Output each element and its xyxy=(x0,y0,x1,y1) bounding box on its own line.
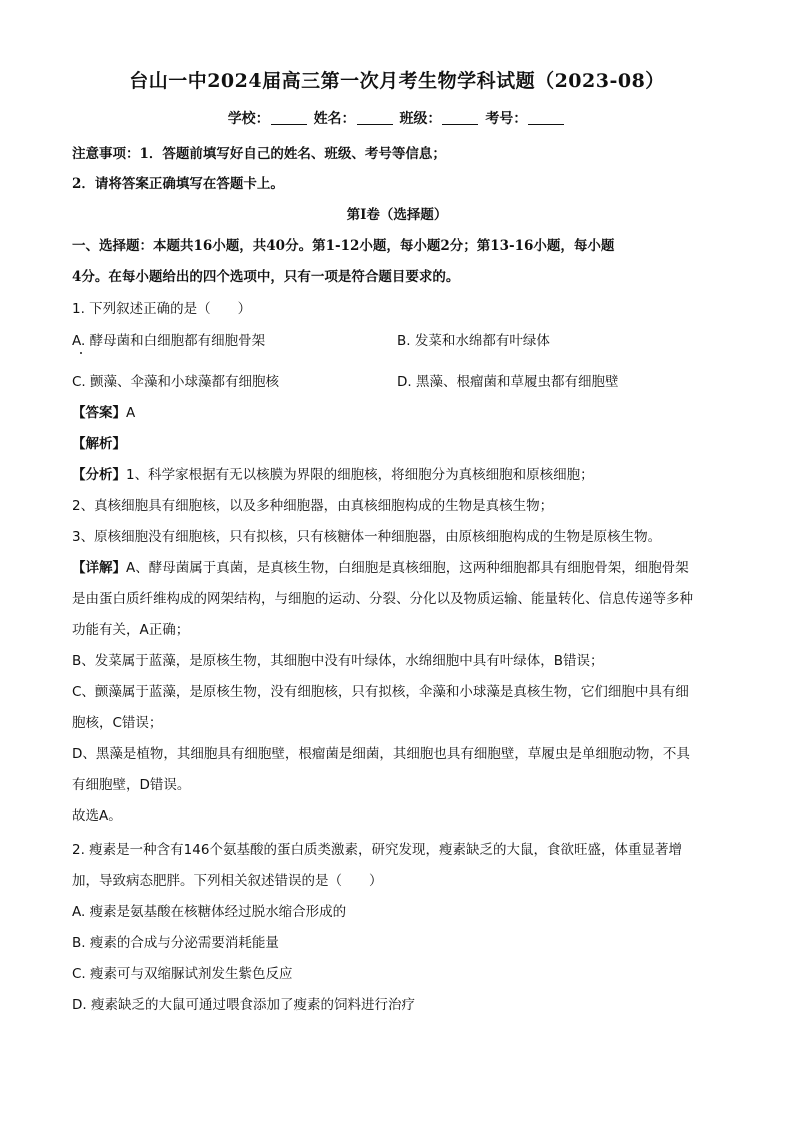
class-label: 班级： xyxy=(399,111,442,127)
detail-b-line: B、发菜属于蓝藻，是原核生物，其细胞中没有叶绿体，水绵细胞中具有叶绿体，B错误； xyxy=(72,653,604,669)
school-blank[interactable] xyxy=(271,112,307,125)
fenxi-line-2: 2、真核细胞具有细胞核，以及多种细胞器，由真核细胞构成的生物是真核生物； xyxy=(72,498,554,514)
q1-option-b: B. 发菜和水绵都有叶绿体 xyxy=(397,333,550,349)
q1-stem: 1. 下列叙述正确的是（ ） xyxy=(72,301,252,317)
detail-d-line-1: D、黑藻是植物，其细胞具有细胞壁，根瘤菌是细菌，其细胞也具有细胞壁，草履虫是单细胞动物，不具 xyxy=(72,746,690,762)
q1-conclusion: 故选A。 xyxy=(72,808,122,824)
fenxi-line-3: 3、原核细胞没有细胞核，只有拟核，只有核糖体一种细胞器，由原核细胞构成的生物是原核生物。 xyxy=(72,529,662,545)
section-instruction-1: 一、选择题：本题共16小题，共40分。第1-12小题，每小题2分；第13-16小题，每小题 xyxy=(72,238,615,254)
exam-title: 台山一中2024届高三第一次月考生物学科试题（2023-08） xyxy=(129,70,665,92)
q1-option-a: A. 酵母菌和白细胞都有细胞骨架 xyxy=(72,333,266,349)
fenxi-text-1: 1、科学家根据有无以核膜为界限的细胞核，将细胞分为真核细胞和原核细胞； xyxy=(126,467,594,483)
notice-line-1: 注意事项：1．答题前填写好自己的姓名、班级、考号等信息； xyxy=(72,146,446,162)
q2-option-b: B. 瘦素的合成与分泌需要消耗能量 xyxy=(72,935,279,951)
q2-option-a: A. 瘦素是氨基酸在核糖体经过脱水缩合形成的 xyxy=(72,904,347,920)
xiangjie-tag: 【详解】 xyxy=(72,560,126,576)
q1-option-c: C. 颤藻、伞藻和小球藻都有细胞核 xyxy=(72,374,280,390)
fenxi-line-1 xyxy=(72,463,594,483)
q2-option-d: D. 瘦素缺乏的大鼠可通过喂食添加了瘦素的饲料进行治疗 xyxy=(72,997,415,1013)
section-title: 第I卷（选择题） xyxy=(346,207,448,223)
class-blank[interactable] xyxy=(442,112,478,125)
student-info-row xyxy=(0,108,794,128)
school-label: 学校： xyxy=(227,111,270,127)
stray-dot xyxy=(80,352,82,354)
detail-a-line-1 xyxy=(72,556,689,576)
notice-line-2: 2．请将答案正确填写在答题卡上。 xyxy=(72,176,284,192)
detail-a-line-3: 功能有关，A正确； xyxy=(72,622,190,638)
exam-number-label: 考号： xyxy=(485,111,528,127)
q2-option-c: C. 瘦素可与双缩脲试剂发生紫色反应 xyxy=(72,966,293,982)
fenxi-tag: 【分析】 xyxy=(72,467,126,483)
q1-answer xyxy=(72,401,135,421)
answer-tag: 【答案】 xyxy=(72,405,126,421)
q2-stem-line-1: 2. 瘦素是一种含有146个氨基酸的蛋白质类激素，研究发现，瘦素缺乏的大鼠，食欲旺盛，体重显著增 xyxy=(72,842,682,858)
answer-value: A xyxy=(126,405,136,421)
detail-c-line-1: C、颤藻属于蓝藻，是原核生物，没有细胞核，只有拟核，伞藻和小球藻是真核生物，它们细胞中具有细 xyxy=(72,684,689,700)
analysis-tag: 【解析】 xyxy=(72,436,126,452)
exam-number-blank[interactable] xyxy=(528,112,564,125)
q1-option-d: D. 黑藻、根瘤菌和草履虫都有细胞壁 xyxy=(397,374,619,390)
detail-d-line-2: 有细胞壁，D错误。 xyxy=(72,777,191,793)
name-label: 姓名： xyxy=(313,111,356,127)
detail-a-text-1: A、酵母菌属于真菌，是真核生物，白细胞是真核细胞，这两种细胞都具有细胞骨架，细胞骨架 xyxy=(126,560,689,576)
q2-stem-line-2: 加，导致病态肥胖。下列相关叙述错误的是（ ） xyxy=(72,873,383,889)
name-blank[interactable] xyxy=(357,112,393,125)
section-instruction-2: 4分。在每小题给出的四个选项中，只有一项是符合题目要求的。 xyxy=(72,269,460,285)
detail-c-line-2: 胞核，C错误； xyxy=(72,715,163,731)
detail-a-line-2: 是由蛋白质纤维构成的网架结构，与细胞的运动、分裂、分化以及物质运输、能量转化、信息传递等多种 xyxy=(72,591,693,607)
